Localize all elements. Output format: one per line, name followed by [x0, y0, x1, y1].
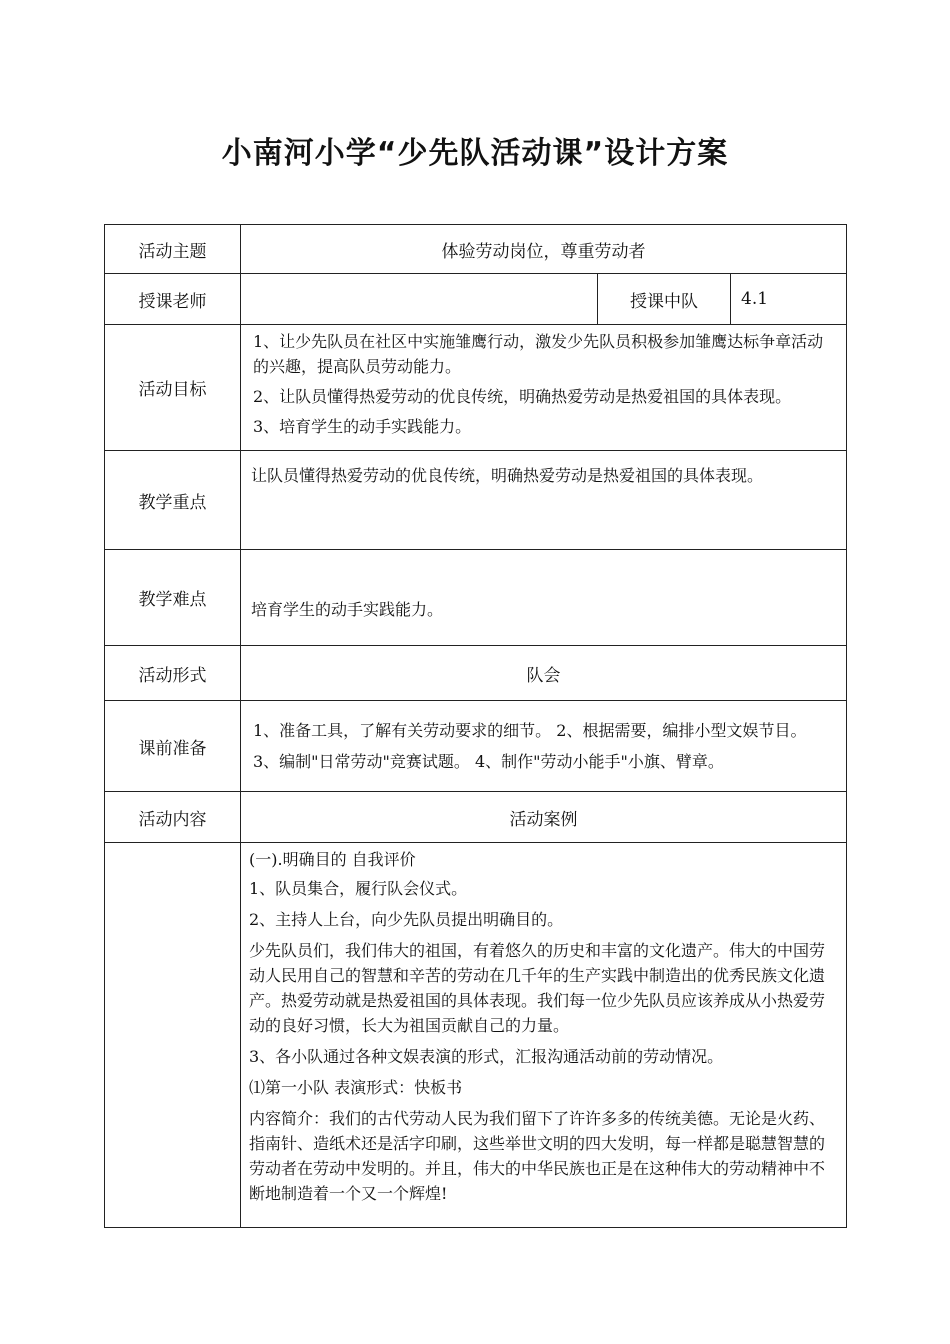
prep-line-1: 1、准备工具，了解有关劳动要求的细节。 2、根据需要，编排小型文娱节目。	[253, 721, 807, 740]
teacher-value	[241, 274, 598, 325]
theme-label: 活动主题	[105, 225, 241, 274]
goals-row	[105, 325, 847, 451]
content-row	[105, 843, 847, 1228]
focus-text: 让队员懂得热爱劳动的优良传统，明确热爱劳动是热爱祖国的具体表现。	[251, 466, 764, 485]
content-header-value: 活动案例	[241, 792, 847, 843]
squad-label: 授课中队	[598, 274, 731, 325]
content-paragraph: 内容简介：我们的古代劳动人民为我们留下了许许多多的传统美德。无论是火药、指南针、造纸术还是活字印刷，这些举世文明的四大发明，每一样都是聪慧智慧的劳动者在劳动中发明的。并且，伟大的中华民族也正是在这种伟大的劳动精神中不断地制造着一个又一个辉煌!	[249, 1109, 826, 1203]
focus-row	[105, 451, 847, 550]
content-paragraph: 少先队员们，我们伟大的祖国，有着悠久的历史和丰富的文化遗产。伟大的中国劳动人民用自己的智慧和辛苦的劳动在几千年的生产实践中制造出的优秀民族文化遗产。热爱劳动就是热爱祖国的具体表现。我们每一位少先队员应该养成从小热爱劳动的良好习惯，长大为祖国贡献自己的力量。	[249, 941, 826, 1035]
focus-value	[241, 451, 847, 550]
content-paragraph: (一).明确目的 自我评价	[249, 850, 416, 869]
prep-value	[241, 701, 847, 792]
content-empty-cell	[105, 843, 241, 1228]
teacher-row	[105, 274, 847, 325]
form-value: 队会	[241, 646, 847, 701]
content-body	[241, 843, 847, 1228]
difficulty-text: 培育学生的动手实践能力。	[251, 600, 444, 619]
goal-item-3: 3、培育学生的动手实践能力。	[253, 417, 472, 436]
prep-label: 课前准备	[105, 701, 241, 792]
plan-table	[104, 224, 847, 1228]
teacher-label: 授课老师	[105, 274, 241, 325]
prep-line-2: 3、编制"日常劳动"竞赛试题。 4、制作"劳动小能手"小旗、臂章。	[253, 752, 724, 771]
squad-value: 4.1	[731, 274, 847, 325]
focus-label: 教学重点	[105, 451, 241, 550]
goals-label: 活动目标	[105, 325, 241, 451]
goal-item-1: 1、让少先队员在社区中实施雏鹰行动，激发少先队员积极参加雏鹰达标争章活动的兴趣，提高队员劳动能力。	[253, 332, 824, 376]
theme-value: 体验劳动岗位，尊重劳动者	[241, 225, 847, 274]
content-paragraph: 3、各小队通过各种文娱表演的形式，汇报沟通活动前的劳动情况。	[249, 1047, 724, 1066]
content-header-label: 活动内容	[105, 792, 241, 843]
content-header-row	[105, 792, 847, 843]
difficulty-label: 教学难点	[105, 550, 241, 646]
goal-item-2: 2、让队员懂得热爱劳动的优良传统，明确热爱劳动是热爱祖国的具体表现。	[253, 387, 792, 406]
form-label: 活动形式	[105, 646, 241, 701]
goals-list	[241, 325, 847, 451]
theme-row	[105, 225, 847, 274]
difficulty-row	[105, 550, 847, 646]
page-title: 小南河小学“少先队活动课”设计方案	[221, 136, 729, 171]
difficulty-value	[241, 550, 847, 646]
prep-row	[105, 701, 847, 792]
content-paragraph: 2、主持人上台，向少先队员提出明确目的。	[249, 910, 564, 929]
content-paragraph: ⑴第一小队 表演形式：快板书	[249, 1078, 463, 1097]
content-paragraph: 1、队员集合，履行队会仪式。	[249, 879, 468, 898]
form-row	[105, 646, 847, 701]
